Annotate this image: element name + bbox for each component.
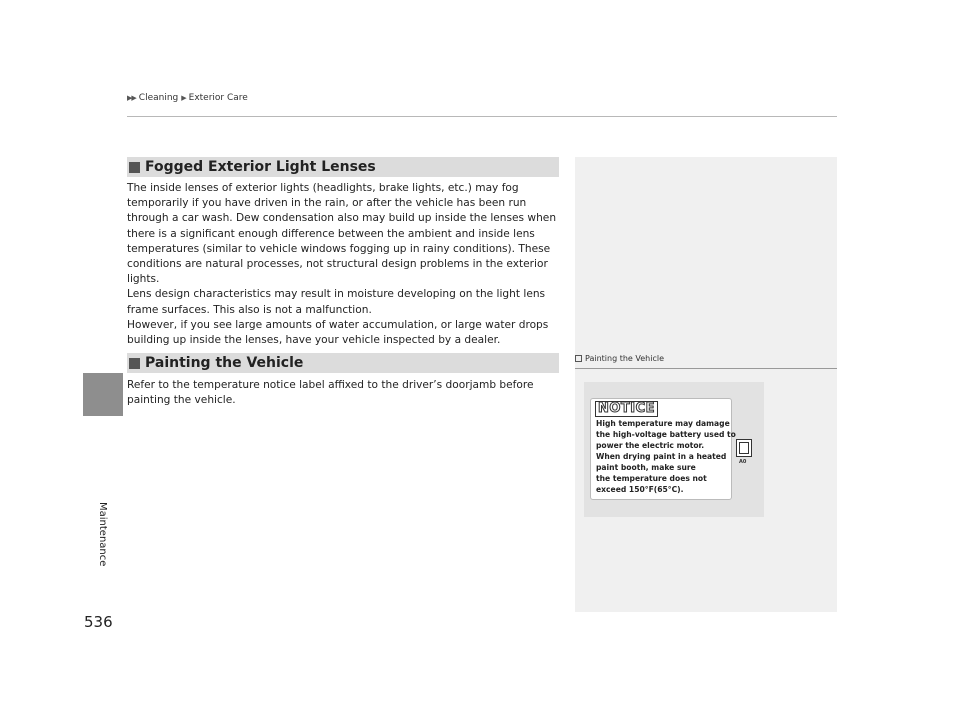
notice-title: NOTICE	[595, 401, 658, 417]
notice-line: exceed 150°F(65°C).	[596, 485, 684, 494]
paragraph: The inside lenses of exterior lights (headlights, brake lights, etc.) may fog temporarily if you have driven in the rain, or after the vehicle has been run through a car wash. Dew condensation also may build up inside the lenses when there is a significant enough difference between the ambient and inside lens temperatures (similar to vehicle windows fogging up in rainy conditions). These conditions are natural processes, not structural design problems in the exterior lights.	[127, 182, 557, 286]
section-heading-painting	[127, 353, 559, 373]
notice-line: the high-voltage battery used to	[596, 430, 736, 439]
notice-text	[596, 418, 736, 495]
chapter-label: Maintenance	[97, 502, 108, 567]
section-title: Painting the Vehicle	[145, 355, 304, 371]
section-square-icon	[129, 162, 140, 173]
breadcrumb	[127, 93, 248, 103]
sidebar-heading	[575, 354, 837, 363]
paragraph: However, if you see large amounts of water accumulation, or large water drops building up inside the lenses, have your vehicle inspected by a dealer.	[127, 318, 549, 347]
reference-icon	[575, 355, 582, 362]
icon-caption: A0	[739, 459, 747, 465]
notice-line: High temperature may damage	[596, 419, 730, 428]
section-square-icon	[129, 358, 140, 369]
breadcrumb-arrow-icon: ▶▶	[127, 94, 136, 102]
notice-line: When drying paint in a heated	[596, 452, 727, 461]
breadcrumb-arrow-icon: ▶	[181, 94, 186, 102]
header-divider	[127, 116, 837, 117]
paragraph: Lens design characteristics may result in moisture developing on the light lens frame surfaces. This also is not a malfunction.	[127, 288, 546, 316]
notice-line: the temperature does not	[596, 474, 707, 483]
notice-line: paint booth, make sure	[596, 463, 696, 472]
paragraph: Refer to the temperature notice label affixed to the driver’s doorjamb before painting the vehicle.	[127, 379, 534, 407]
breadcrumb-item-exterior-care[interactable]: Exterior Care	[188, 93, 248, 103]
page-number: 536	[84, 613, 113, 631]
sidebar-heading-text: Painting the Vehicle	[585, 354, 664, 363]
section-body-painting	[127, 378, 559, 408]
section-body-fogged-lenses	[127, 181, 559, 348]
section-title: Fogged Exterior Light Lenses	[145, 159, 376, 175]
breadcrumb-item-cleaning[interactable]: Cleaning	[138, 93, 179, 103]
notice-line: power the electric motor.	[596, 441, 705, 450]
section-heading-fogged-lenses	[127, 157, 559, 177]
chapter-tab	[83, 373, 123, 416]
sidebar-divider	[575, 368, 837, 369]
door-icon	[736, 439, 752, 457]
